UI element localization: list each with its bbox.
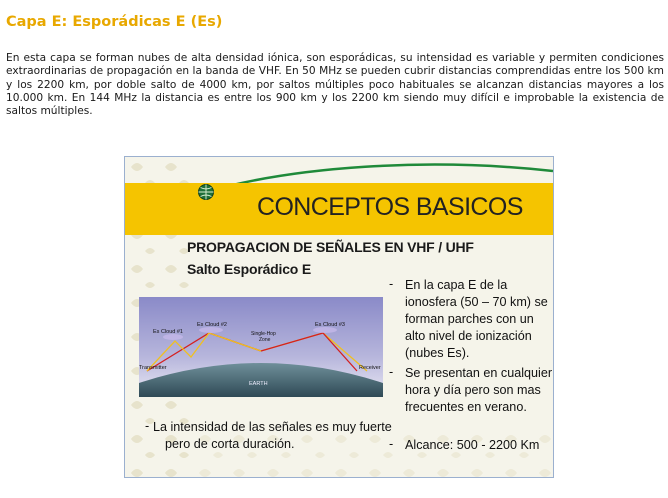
bullet-line: Se presentan en cualquier xyxy=(405,366,553,380)
bullet-line: Alcance: 500 - 2200 Km xyxy=(405,438,540,452)
slide-subtitle-topic: Salto Esporádico E xyxy=(187,261,311,277)
intro-paragraph: En esta capa se forman nubes de alta densidad iónica, son esporádicas, su intensidad es variable y permiten condiciones extraordinarias de propagación en la banda de VHF. En 50 MHz se pueden cubrir distancias comprendidas entre los 500 km y los 2200 km, por doble salto de 4000 km, por saltos múltiples poco habituales se alcanzan distancias mayores a los 10.000 km. En 144 MHz la distancia es entre los 900 km y los 2200 km siendo muy difícil e improbable la existencia de saltos múltiples. xyxy=(6,52,664,118)
zone-label: Zone xyxy=(259,337,271,343)
bullet-line: frecuentes en verano. xyxy=(405,400,527,414)
slide-image xyxy=(124,156,554,478)
propagation-diagram xyxy=(139,297,383,397)
bullet-intensity xyxy=(153,419,392,453)
bullet-line: En la capa E de la xyxy=(405,278,508,292)
bullet-dash: - xyxy=(389,365,394,379)
es-cloud-3-label: Es Cloud #3 xyxy=(315,322,345,328)
receiver-label: Receiver xyxy=(359,365,381,371)
bullet-line: (nubes Es). xyxy=(405,346,470,360)
bullet-line: ionosfera (50 – 70 km) se xyxy=(405,295,548,309)
bullet-range xyxy=(405,437,539,454)
single-hop-label: Single-Hop xyxy=(251,331,276,337)
bullet-dash: - xyxy=(389,437,394,451)
bullet-dash: - xyxy=(145,419,150,433)
es-cloud-2-label: Es Cloud #2 xyxy=(197,322,227,328)
bullet-line: alto nivel de ionización xyxy=(405,329,532,343)
transmitter-label: Transmitter xyxy=(139,365,167,371)
earth-label: EARTH xyxy=(249,381,268,387)
bullet-dash: - xyxy=(389,277,394,291)
bullet-frequency xyxy=(405,365,552,416)
bullet-line: hora y día pero son mas xyxy=(405,383,541,397)
globe-icon xyxy=(197,183,215,201)
section-heading: Capa E: Esporádicas E (Es) xyxy=(6,14,223,30)
slide-title: CONCEPTOS BASICOS xyxy=(257,193,523,221)
bullet-line: forman parches con un xyxy=(405,312,534,326)
es-cloud-1-label: Es Cloud #1 xyxy=(153,329,183,335)
bullet-line: pero de corta duración. xyxy=(165,437,295,451)
bullet-ionosphere xyxy=(405,277,548,362)
bullet-line: La intensidad de las señales es muy fuerte xyxy=(153,420,392,434)
slide-subtitle: PROPAGACION DE SEÑALES EN VHF / UHF xyxy=(187,239,474,255)
